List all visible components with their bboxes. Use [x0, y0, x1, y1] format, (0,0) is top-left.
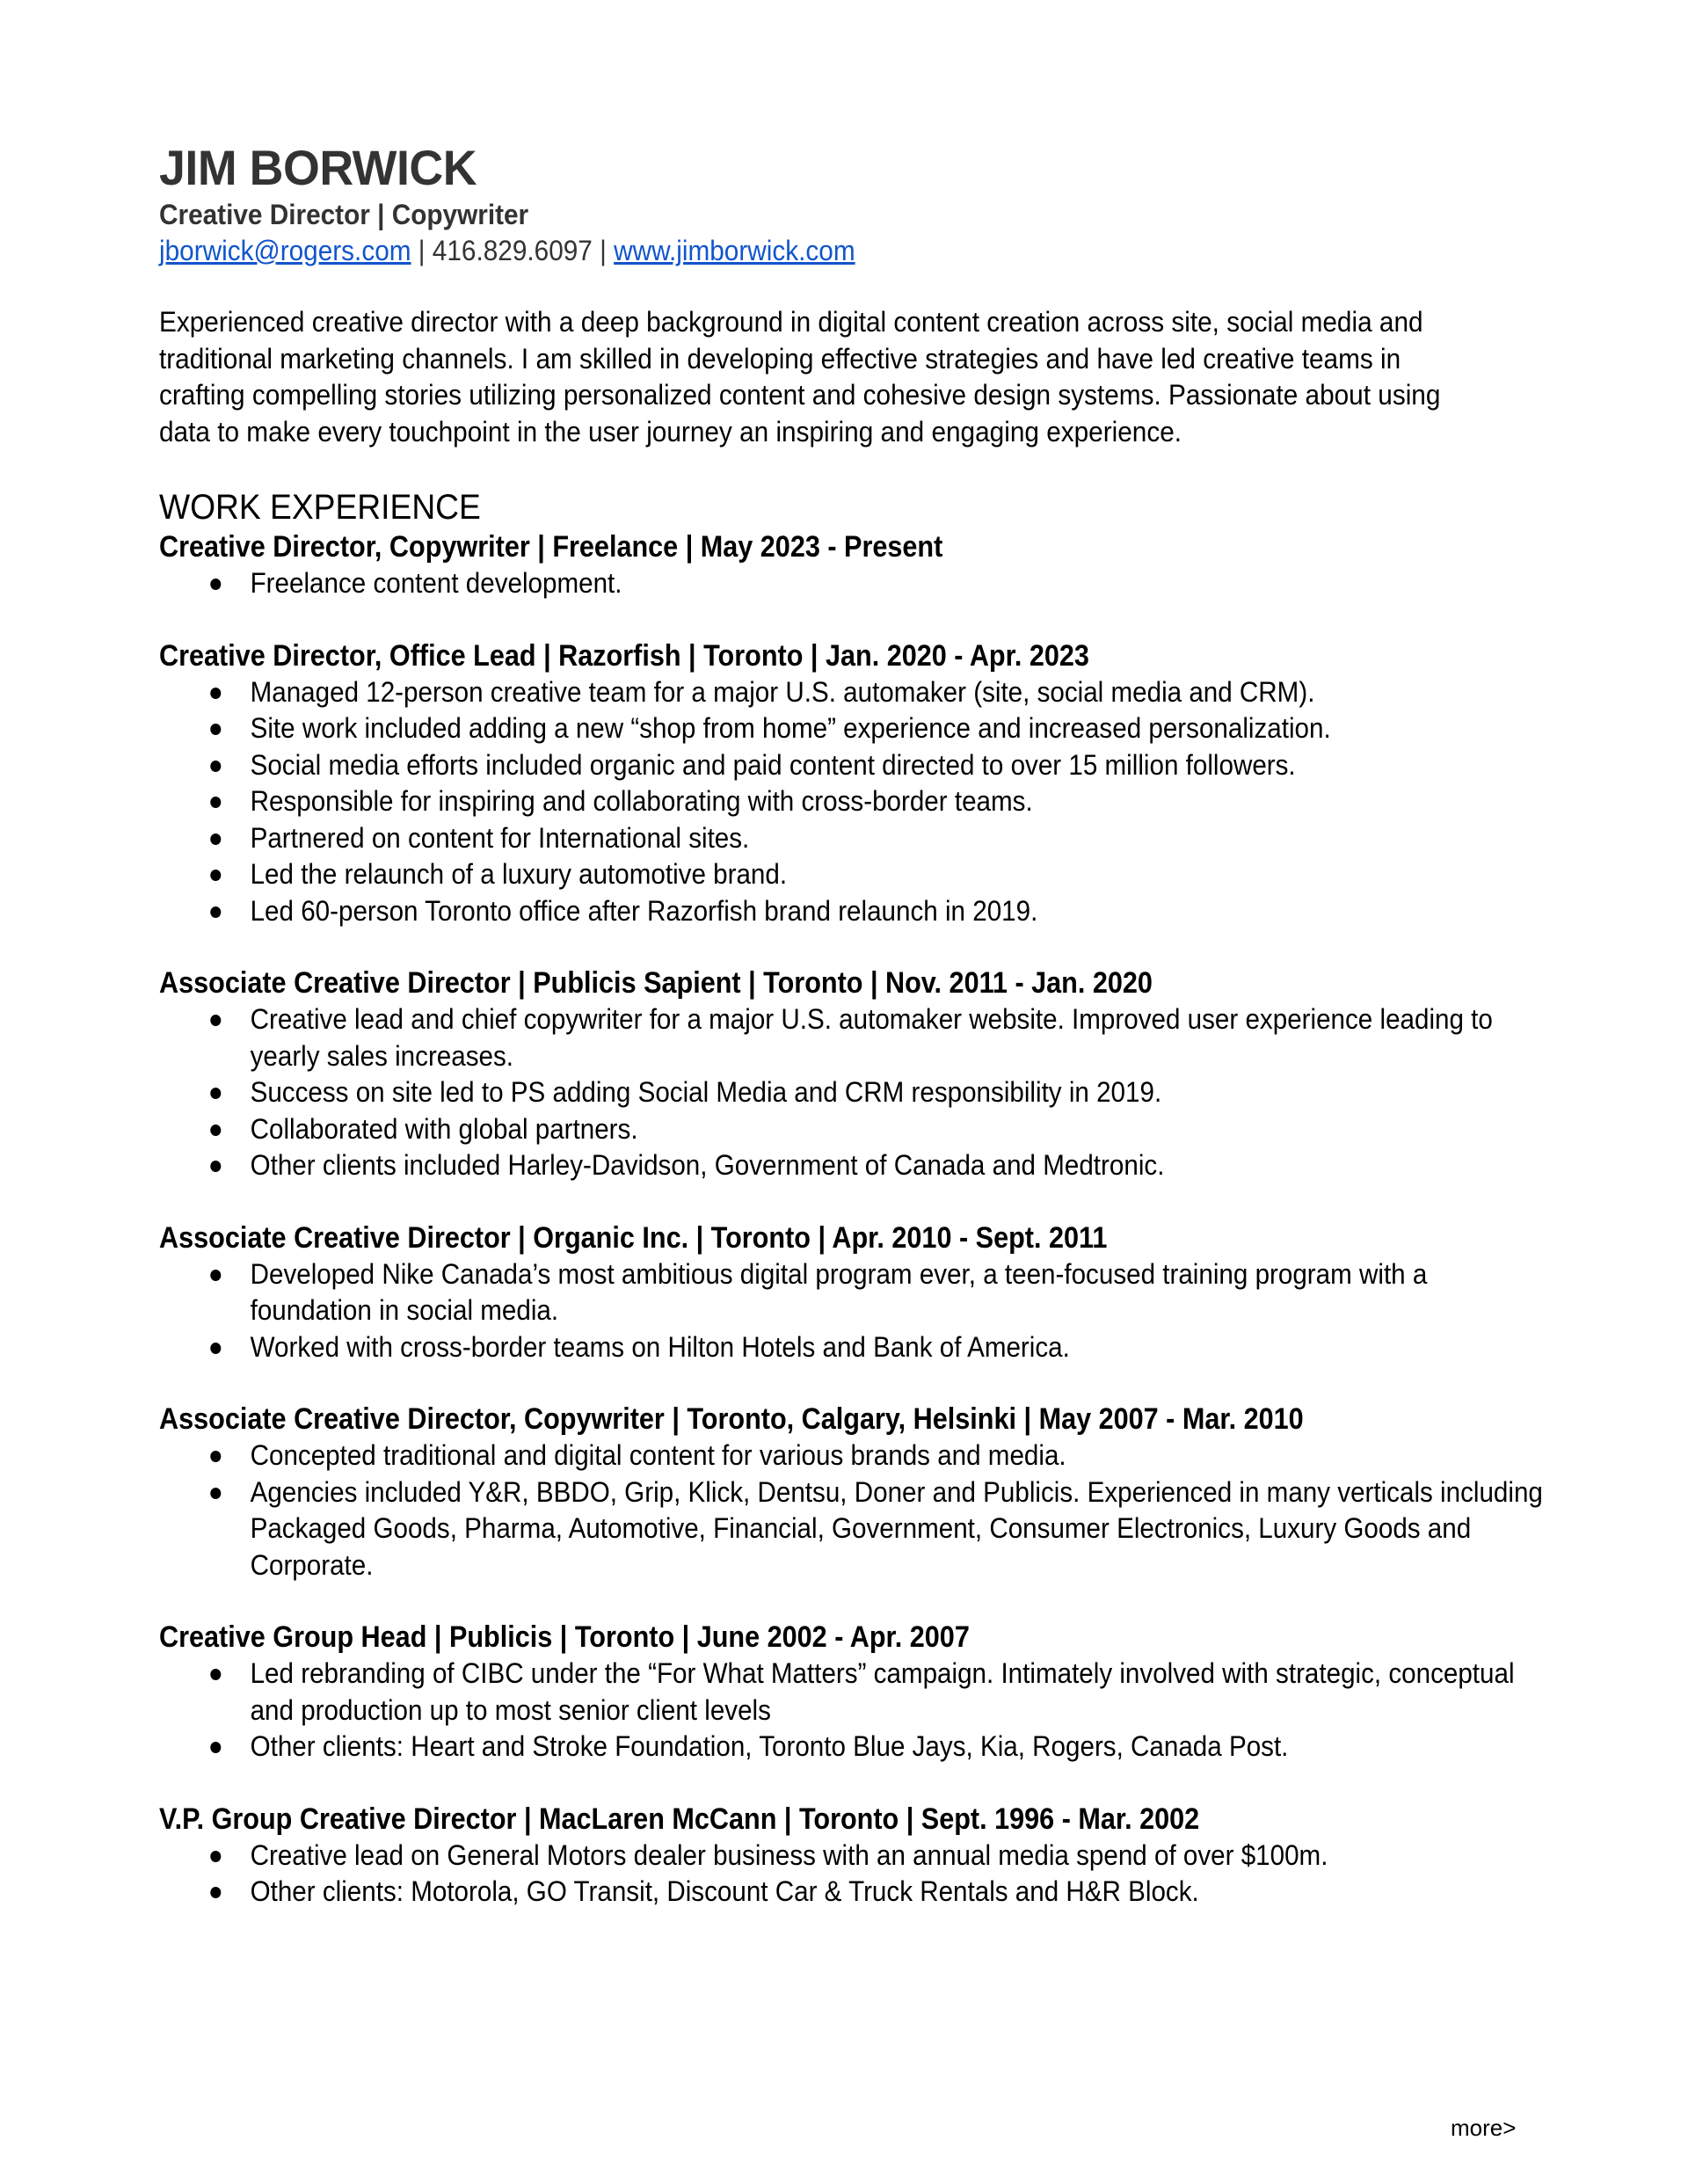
job-bullets	[159, 1256, 1531, 1366]
job-entry	[159, 1220, 1531, 1366]
website-link[interactable]: www.jimborwick.com	[614, 235, 855, 266]
candidate-subtitle: Creative Director | Copywriter	[159, 199, 529, 230]
job-bullet	[159, 856, 1552, 893]
job-bullet	[159, 710, 1552, 747]
job-bullet	[159, 1874, 1552, 1911]
bullet-text: Freelance content development.	[250, 567, 622, 599]
job-bullet	[159, 820, 1552, 857]
job-title: Creative Director, Copywriter | Freelance | May 2023 - Present	[159, 530, 943, 564]
bullet-icon	[210, 834, 221, 845]
job-bullets	[159, 1838, 1531, 1911]
candidate-name: JIM BORWICK	[159, 140, 477, 195]
bullet-icon	[210, 688, 221, 699]
bullet-text: Partnered on content for International sites.	[250, 821, 750, 854]
job-bullet	[159, 1329, 1552, 1366]
bullet-icon	[210, 1270, 221, 1281]
bullet-text: Creative lead and chief copywriter for a major U.S. automaker website. Improved user experience leading to yearly sales increases.	[250, 1003, 1493, 1072]
bullet-text: Social media efforts included organic and paid content directed to over 15 million followers.	[250, 748, 1296, 781]
bullet-text: Developed Nike Canada’s most ambitious digital program ever, a teen-focused training program with a foundation in social media.	[250, 1257, 1428, 1326]
job-bullet	[159, 1147, 1552, 1184]
job-bullet	[159, 1256, 1552, 1329]
job-entry	[159, 1620, 1531, 1765]
bullet-text: Creative lead on General Motors dealer business with an annual media spend of over $100m.	[250, 1838, 1328, 1871]
bullet-text: Success on site led to PS adding Social Media and CRM responsibility in 2019.	[250, 1076, 1162, 1108]
job-entry	[159, 1401, 1543, 1583]
bullet-icon	[210, 1343, 221, 1354]
bullet-icon	[210, 1015, 221, 1026]
bullet-icon	[210, 906, 221, 918]
job-bullet	[159, 747, 1552, 784]
email-link[interactable]: jborwick@rogers.com	[159, 235, 411, 266]
job-title: V.P. Group Creative Director | MacLaren McCann | Toronto | Sept. 1996 - Mar. 2002	[159, 1802, 1200, 1836]
job-bullet	[159, 1001, 1552, 1074]
bullet-text: Collaborated with global partners.	[250, 1112, 638, 1145]
resume-page	[159, 139, 1543, 1947]
job-bullet	[159, 1438, 1552, 1474]
bullet-icon	[210, 761, 221, 772]
job-bullet	[159, 674, 1552, 711]
phone-number: 416.829.6097	[432, 235, 593, 266]
bullet-icon	[210, 1161, 221, 1172]
bullet-text: Responsible for inspiring and collaborating with cross-border teams.	[250, 785, 1033, 817]
bullet-icon	[210, 1088, 221, 1099]
job-title: Associate Creative Director, Copywriter | Toronto, Calgary, Helsinki | May 2007 - Mar. 2010	[159, 1402, 1304, 1436]
bullet-text: Site work included adding a new “shop from home” experience and increased personalization.	[250, 712, 1331, 744]
bullet-icon	[210, 579, 221, 590]
job-bullets	[159, 1001, 1531, 1184]
bullet-icon	[210, 1669, 221, 1680]
job-title: Associate Creative Director | Publicis Sapient | Toronto | Nov. 2011 - Jan. 2020	[159, 966, 1153, 1000]
bullet-icon	[210, 724, 221, 735]
job-bullet	[159, 1656, 1552, 1729]
bullet-text: Led rebranding of CIBC under the “For What Matters” campaign. Intimately involved with strategic, conceptual and production up to most senior client levels	[250, 1657, 1515, 1726]
job-bullets	[159, 565, 1531, 602]
job-bullet	[159, 1074, 1552, 1111]
bullet-icon	[210, 797, 221, 808]
contact-line	[159, 232, 1435, 269]
job-bullet	[159, 1474, 1552, 1584]
job-title: Associate Creative Director | Organic Inc. | Toronto | Apr. 2010 - Sept. 2011	[159, 1220, 1108, 1255]
bullet-icon	[210, 1851, 221, 1862]
job-bullets	[159, 1656, 1531, 1765]
job-bullets	[159, 674, 1531, 930]
bullet-icon	[210, 1125, 221, 1136]
job-bullet	[159, 783, 1552, 820]
contact-separator: |	[592, 235, 615, 266]
job-bullet	[159, 565, 1552, 602]
job-entry	[159, 965, 1531, 1184]
job-entry	[159, 1802, 1531, 1911]
bullet-text: Agencies included Y&R, BBDO, Grip, Klick, Dentsu, Doner and Publicis. Experienced in many verticals including Packaged Goods, Pharma, Automotive, Financial, Government, Consumer Electronics, Luxury Goods and Corporate.	[250, 1475, 1543, 1581]
section-title-work-experience: WORK EXPERIENCE	[159, 488, 481, 527]
bullet-icon	[210, 870, 221, 881]
bullet-text: Other clients: Motorola, GO Transit, Discount Car & Truck Rentals and H&R Block.	[250, 1875, 1199, 1907]
bullet-text: Other clients included Harley-Davidson, Government of Canada and Medtronic.	[250, 1149, 1165, 1181]
job-bullet	[159, 1729, 1552, 1765]
bullet-text: Led 60-person Toronto office after Razorfish brand relaunch in 2019.	[250, 894, 1038, 927]
bullet-icon	[210, 1451, 221, 1462]
job-bullet	[159, 1838, 1552, 1875]
contact-separator: |	[411, 235, 433, 266]
job-entry	[159, 529, 1531, 602]
job-bullet	[159, 1111, 1552, 1148]
summary-paragraph: Experienced creative director with a deep background in digital content creation across site, social media and traditional marketing channels. I am skilled in developing effective strategies and have led creative teams in crafting compelling stories utilizing personalized content and cohesive design systems. Passionate about using data to make every touchpoint in the user journey an inspiring and engaging experience.	[159, 306, 1441, 448]
more-link[interactable]: more>	[1451, 2115, 1517, 2141]
bullet-icon	[210, 1742, 221, 1753]
bullet-icon	[210, 1887, 221, 1898]
bullet-text: Managed 12-person creative team for a major U.S. automaker (site, social media and CRM).	[250, 675, 1315, 708]
job-bullets	[159, 1438, 1543, 1583]
bullet-text: Led the relaunch of a luxury automotive brand.	[250, 858, 788, 890]
job-title: Creative Group Head | Publicis | Toronto | June 2002 - Apr. 2007	[159, 1620, 970, 1654]
job-list	[159, 529, 1543, 1911]
bullet-text: Other clients: Heart and Stroke Foundation, Toronto Blue Jays, Kia, Rogers, Canada Post.	[250, 1730, 1289, 1762]
job-entry	[159, 638, 1531, 930]
bullet-text: Worked with cross-border teams on Hilton Hotels and Bank of America.	[250, 1330, 1070, 1363]
bullet-text: Concepted traditional and digital content for various brands and media.	[250, 1439, 1066, 1471]
job-title: Creative Director, Office Lead | Razorfish | Toronto | Jan. 2020 - Apr. 2023	[159, 638, 1089, 673]
bullet-icon	[210, 1488, 221, 1499]
job-bullet	[159, 893, 1552, 930]
